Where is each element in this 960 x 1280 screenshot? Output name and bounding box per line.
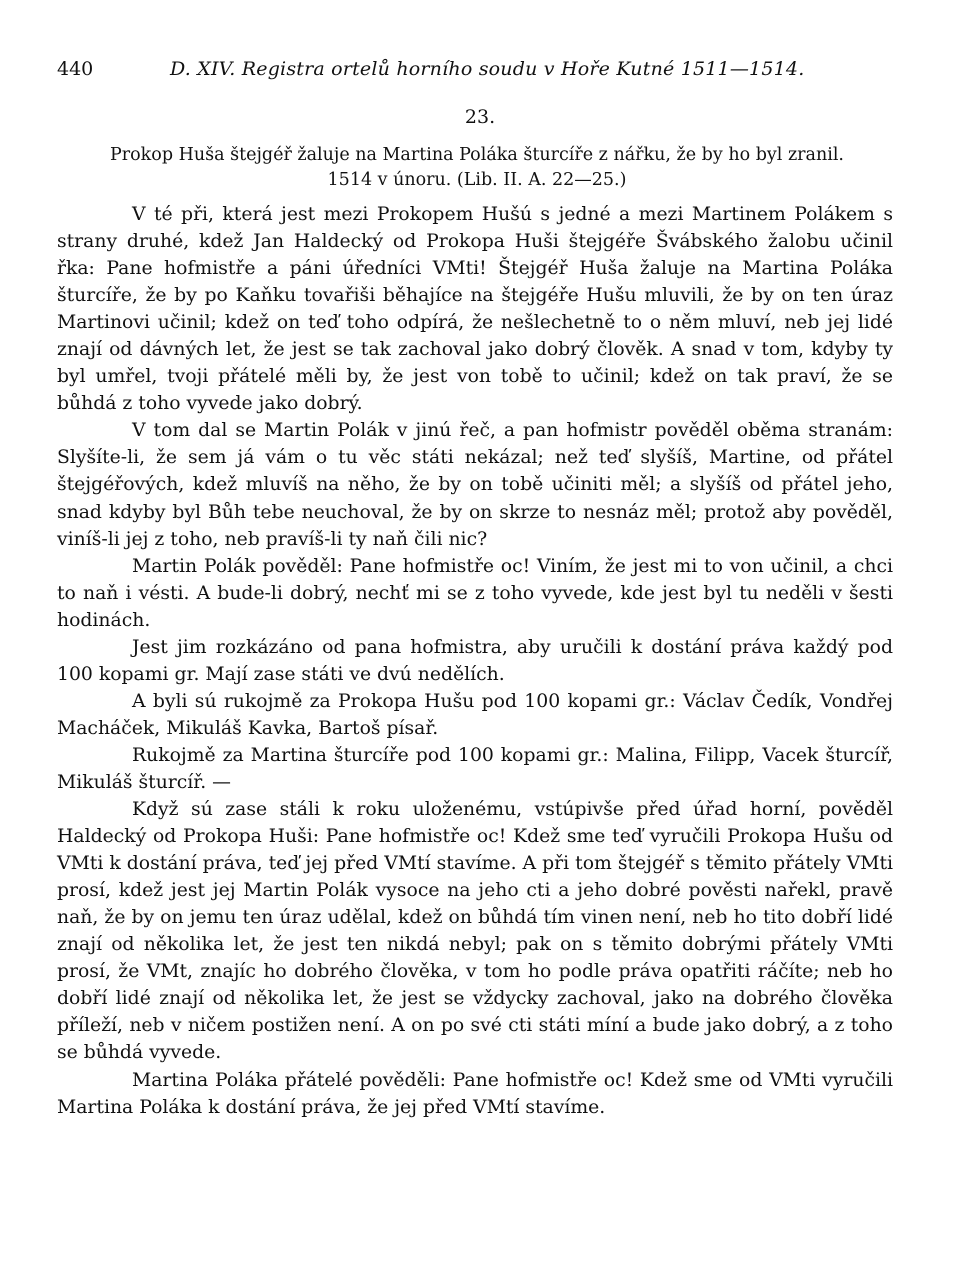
running-title: D. XIV. Registra ortelů horního soudu v Hoře Kutné 1511—1514. (170, 58, 805, 80)
paragraph: Rukojmě za Martina šturcíře pod 100 kopami gr.: Malina, Filipp, Vacek šturcíř, Mikuláš šturcíř. — (57, 744, 893, 793)
paragraph: Martina Poláka přátelé pověděli: Pane hofmistře oc! Kdež sme od VMti vyručili Martina Poláka k dostání práva, že jej před VMtí stavíme. (57, 1069, 893, 1118)
page-number: 440 (57, 58, 94, 80)
body-text (57, 201, 893, 1121)
paragraph: Jest jim rozkázáno od pana hofmistra, aby uručili k dostání práva každý pod 100 kopami gr. Mají zase státi ve dvú nedělích. (57, 636, 893, 685)
paragraph: A byli sú rukojmě za Prokopa Hušu pod 100 kopami gr.: Václav Čedík, Vondřej Macháček, Mikuláš Kavka, Bartoš písař. (57, 690, 893, 739)
entry-number: 23. (464, 106, 496, 128)
paragraph: Martin Polák pověděl: Pane hofmistře oc! Viním, že jest mi to von učinil, a chci to naň i vésti. A bude-li dobrý, nechť mi se z toho vyvede, kde jest byl tu neděli v šesti hodinách. (57, 555, 893, 631)
summary-date-line: 1514 v únoru. (Lib. II. A. 22—25.) (327, 170, 627, 190)
entry-summary (57, 143, 897, 193)
paragraph: V té při, která jest mezi Prokopem Hušú s jedné a mezi Martinem Polákem s strany druhé, kdež Jan Haldecký od Prokopa Huši štejgéře Švábského žalobu učinil řka: Pane hofmistře a páni úředníci VMti! Štejgéř Huša žaluje na Martina Poláka šturcíře, že by po Kaňku tovařiši běhajíce na štejgéře Hušu mluvili, že by on ten úraz Martinovi učinil; kdež on teď toho odpírá, že nešlechetně to o něm mluví, neb jej lidé znají od dávných let, že jest se tak zachoval jako dobrý člověk. A snad v tom, kdyby ty byl umřel, tvoji přátelé měli by, že jest von tobě to učinil; kdež on tak praví, že se bůhdá z toho vyvede jako dobrý. (57, 204, 893, 415)
summary-line: Prokop Huša štejgéř žaluje na Martina Poláka šturcíře z nářku, že by ho byl zranil. (110, 145, 844, 165)
paragraph: V tom dal se Martin Polák v jinú řeč, a pan hofmistr pověděl oběma stranám: Slyšíte-li, že sem já vám o tu věc státi nekázal; než teď slyšíš, Martine, od přátel štejgéřových, kdež mluvíš na něho, že by on tobě učiniti měl; a slyšíš od přátel jeho, snad kdyby byl Bůh tebe neuchoval, že by on skrze to nesnáz měl; protož aby pověděl, viníš-li jej z toho, neb pravíš-li ty naň čili nic? (57, 420, 893, 550)
running-head (57, 58, 897, 86)
paragraph: Když sú zase stáli k roku uloženému, vstúpivše před úřad horní, pověděl Haldecký od Prokopa Huši: Pane hofmistře oc! Kdež sme teď vyručili Prokopa Hušu od VMti k dostání práva, teď jej před VMtí stavíme. A při tom štejgéř s těmito přátely VMti prosí, kdež jest jej Martin Polák vysoce na jeho cti a jeho dobré pověsti nařekl, pravě naň, že by on jemu ten úraz udělal, kdež on bůhdá tím vinen není, neb ho tito dobří lidé znají od několika let, že jest ten nikdá nebyl; pak on s těmito dobrými přátely VMti prosí, že VMt, znajíc ho dobrého člověka, v tom ho podle práva opatřiti ráčíte; neb ho dobří lidé znají od několika let, že jest se vždycky zachoval, jako na dobrého člověka přílеží, neb v ničem postižen není. A on po své cti státi míní a bude jako dobrý, a z toho se bůhdá vyvede. (57, 799, 893, 1064)
